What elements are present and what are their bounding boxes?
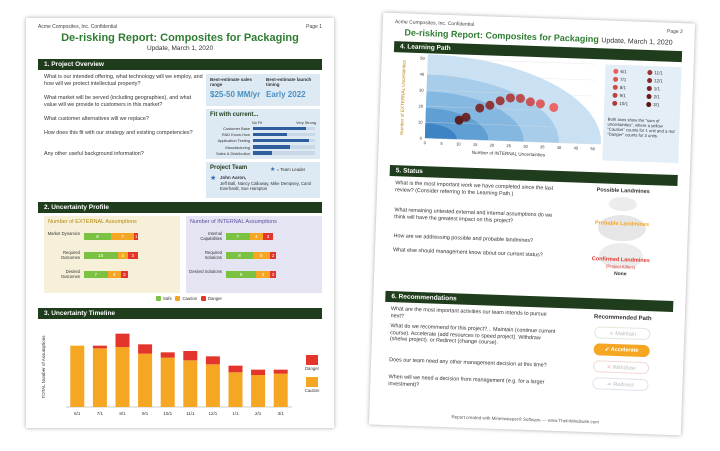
date-legend-dot [612, 93, 617, 98]
path-option-withdraw[interactable]: ✕ Withdraw [593, 360, 649, 374]
y-axis-label: TOTAL Number of Assumptions [41, 335, 46, 399]
assumption-segment-safe: 7 [226, 233, 250, 240]
bar-caution [206, 364, 220, 407]
date-legend-dot [646, 102, 651, 107]
profile-legend [156, 296, 256, 301]
x-tick-label: 6/1 [74, 411, 81, 416]
assumption-segment-caution: 5 [253, 252, 270, 259]
landmines-panel [570, 183, 674, 296]
date-legend-label: 3/1 [653, 102, 660, 108]
bar-danger [115, 334, 129, 347]
section-learning-path: 4. Learning Path [394, 41, 682, 62]
team-title: Project Team [210, 165, 248, 171]
x-tick-label: 45 [573, 145, 579, 151]
date-legend-label: 2/1 [653, 94, 660, 100]
date-legend-dot [613, 85, 618, 90]
confirmed-landmines-count: None [613, 270, 627, 278]
date-legend-item [647, 86, 660, 92]
bar-caution [228, 372, 242, 407]
legend-swatch [306, 377, 318, 387]
x-tick-label: 40 [556, 144, 562, 150]
overview-question: How does this fit with our strategy and existing competencies? [44, 130, 193, 136]
page-number: Page 1 [306, 24, 322, 30]
assumption-segment-caution: 4 [250, 233, 263, 240]
legend-label: Danger [304, 366, 320, 371]
status-question: What is the most important work we have completed since the last review? (Consider referring to the Learning Path.) [395, 180, 554, 197]
fit-bar-fill [253, 145, 290, 149]
assumption-row-label: Internal Capabilities [200, 231, 222, 241]
legend-safe: Safe [156, 296, 172, 301]
x-tick-label: 1/1 [232, 411, 239, 416]
assumption-segment-caution: 4 [256, 271, 269, 278]
date-legend-item [646, 102, 659, 108]
date-legend-dot [612, 101, 617, 106]
external-assumptions-panel [44, 216, 180, 293]
close-icon: ✕ [606, 364, 613, 371]
bar-caution [274, 374, 288, 407]
fit-bar-fill [253, 127, 306, 131]
date-legend-dot [613, 77, 618, 82]
fit-item-label: Manufacturing [225, 144, 250, 150]
section-project-overview: 1. Project Overview [38, 59, 322, 70]
assumption-row-label: Desired Outcomes [60, 269, 80, 279]
learning-path-note: Both axes show the "sum of uncertainties", where a yellow "Caution" counts for 1 unit and a red "Danger" counts for 3 units. [607, 116, 675, 139]
assumption-segment-caution: 7 [111, 233, 135, 240]
date-legend-label: 1/1 [653, 86, 661, 92]
date-legend-dot [647, 70, 652, 75]
fit-item-label: Application Testing [217, 138, 250, 144]
fit-no-fit-label: No Fit [252, 121, 263, 125]
bar-caution [183, 360, 197, 407]
assumption-segment-danger: 3 [128, 252, 138, 259]
date-legend [606, 64, 682, 108]
star-icon: ★ [270, 167, 276, 173]
team-panel [206, 162, 320, 198]
arrow-icon: ◄ [608, 330, 616, 337]
date-legend-item [613, 77, 626, 83]
status-question: What else should management know about our current status? [392, 247, 543, 259]
bar-caution [93, 348, 107, 407]
date-legend-label: 6/1 [620, 68, 627, 75]
x-tick-label: 10 [456, 141, 461, 147]
mine-icon [597, 214, 646, 242]
section-recommendations: 6. Recommendations [385, 291, 673, 312]
x-tick-label: 11/1 [186, 411, 195, 416]
y-tick-label: 50 [420, 55, 425, 61]
report-page-1 [26, 18, 334, 428]
bar-danger [138, 344, 152, 353]
date-legend-item [647, 70, 663, 76]
path-option-accelerate[interactable]: ➹ Accelerate [593, 343, 649, 357]
fit-bar-fill [253, 133, 287, 137]
fit-item-label: Customer Base [223, 126, 250, 131]
bar-danger [274, 370, 288, 374]
uncertainty-timeline-chart [38, 321, 328, 426]
report-page-2 [369, 13, 695, 436]
date-legend-label: 9/1 [619, 92, 626, 99]
launch-estimate-value: Early 2022 [266, 90, 306, 99]
assumption-segment-safe: 7 [84, 271, 108, 278]
recommendation-question: What are the most important activities our team intends to pursue next? [390, 306, 547, 320]
fit-bar-fill [253, 139, 309, 143]
bar-danger [93, 346, 107, 349]
assumption-segment-safe: 8 [226, 252, 253, 259]
x-tick-label: 15 [472, 141, 478, 148]
recommendation-question: When will we need a decision from management (e.g. for a larger investment)? [388, 374, 545, 388]
x-tick-label: 3/1 [277, 411, 284, 416]
legend-caution: Caution [175, 296, 197, 301]
x-tick-label: 10/1 [163, 411, 173, 416]
fit-item-label: Sales & Distribution [216, 150, 250, 156]
recommendation-question: What do we recommend for this project?... Maintain (continue current course). Accelerate (add resources to speed project). Withdraw (shelve project). or Redirect (change course). [389, 323, 556, 347]
x-tick-label: 9/1 [141, 411, 149, 416]
team-leader-name: John Aaron, [220, 175, 247, 180]
overview-question: What market will be served (including geographies), and what value will we provide to customers in this market? [44, 95, 192, 108]
section-uncertainty-profile: 2. Uncertainty Profile [38, 202, 322, 213]
assumption-row-label: Market Dynamics [47, 231, 80, 236]
y-tick-label: 30 [419, 87, 424, 93]
assumption-segment-safe: 9 [226, 271, 256, 278]
date-legend-dot [646, 94, 651, 99]
status-question: What remaining untested external and internal assumptions do we think will have the greatest impact on this project? [394, 207, 553, 224]
date-legend-label: 11/1 [654, 70, 663, 76]
date-legend-item [612, 101, 628, 107]
x-tick-label: 12/1 [208, 411, 218, 416]
date-legend-label: 12/1 [653, 78, 663, 84]
y-axis-label: Number of EXTERNAL Uncertainties [399, 59, 407, 135]
date-legend-item [646, 94, 659, 100]
fit-panel [206, 109, 320, 159]
bar-caution [251, 375, 265, 407]
fit-item-label: R&D Know-How [221, 132, 250, 138]
date-legend-label: 10/1 [619, 100, 629, 107]
sales-estimate-value: $25-50 MM/yr [210, 90, 261, 99]
assumption-segment-danger: 1 [134, 234, 138, 239]
bar-danger [183, 351, 197, 360]
assumption-segment-caution: 3 [118, 252, 128, 259]
x-tick-label: 5 [440, 140, 443, 146]
date-legend-item [612, 93, 625, 99]
date-legend-dot [647, 78, 652, 83]
date-legend-dot [613, 69, 618, 74]
fit-title: Fit with current... [210, 112, 259, 118]
fit-bar-fill [253, 151, 272, 155]
assumption-row-label: Required Outcomes [60, 250, 80, 260]
date-legend-label: 7/1 [620, 76, 627, 83]
assumption-segment-danger: 2 [270, 252, 277, 259]
confidential-label: Acme Composites, Inc. Confidential [394, 19, 475, 28]
report-update-date: Update, March 1, 2020 [146, 45, 214, 52]
bar-caution [115, 347, 129, 407]
legend-label: Caution [304, 388, 320, 393]
bar-caution [161, 358, 175, 407]
assumption-segment-safe: 10 [84, 252, 118, 259]
confidential-label: Acme Composites, Inc. Confidential [38, 24, 118, 30]
confirmed-landmines-label: Confirmed Landmines [591, 256, 650, 265]
bar-danger [206, 356, 220, 364]
overview-question: What customer alternatives will we replace? [44, 116, 149, 122]
y-tick-label: 20 [418, 103, 424, 109]
x-tick-label: 35 [539, 144, 545, 150]
assumption-segment-safe: 8 [84, 233, 111, 240]
internal-assumptions-title: Number of INTERNAL Assumptions [190, 219, 277, 225]
x-tick-label: 20 [489, 142, 495, 148]
y-tick-label: 40 [419, 71, 425, 77]
date-legend-item [613, 69, 626, 75]
recommended-path-title: Recommended Path [593, 314, 652, 323]
x-axis-label: Number of INTERNAL Uncertainties [471, 149, 546, 158]
report-title: De-risking Report: Composites for Packaging Update, March 1, 2020 [404, 27, 673, 47]
legend-swatch [306, 355, 318, 365]
assumption-segment-danger: 3 [263, 233, 273, 240]
report-title: De-risking Report: Composites for Packaging [61, 32, 299, 44]
internal-assumptions-panel [186, 216, 322, 293]
bar-caution [138, 354, 152, 407]
y-tick-label: 10 [417, 119, 423, 125]
date-legend-label: 8/1 [619, 84, 627, 91]
section-uncertainty-timeline: 3. Uncertainty Timeline [38, 308, 322, 319]
bar-caution [70, 346, 84, 407]
legend-danger: Danger [201, 296, 222, 301]
star-icon: ★ [210, 175, 217, 182]
recommendation-question: Does our team need any other management decision at this time? [389, 357, 547, 369]
x-tick-label: 8/1 [119, 411, 126, 416]
fit-very-strong-label: Very Strong [296, 121, 316, 125]
learning-legend-panel [602, 64, 681, 163]
bar-danger [228, 366, 242, 373]
x-tick-label: 25 [506, 143, 512, 149]
overview-question: What is our intended offering, what technology will we employ, and how will we protect intellectual property? [44, 74, 203, 87]
team-members: Jeff Ball, Nancy Calloway, Mike Dempsey, Carol Everhardt, Sue Hampton [220, 181, 312, 191]
bar-danger [161, 352, 175, 357]
probable-landmines-label: Probable Landmines [594, 220, 650, 229]
x-tick-label: 7/1 [96, 411, 104, 416]
date-legend-item [613, 85, 626, 91]
bar-danger [251, 370, 265, 375]
redirect-icon: ➦ [607, 381, 614, 388]
date-legend-item [647, 78, 663, 84]
assumption-row-label: Desired Solutions [189, 269, 222, 274]
x-tick-label: 30 [523, 143, 528, 149]
x-tick-label: 50 [590, 145, 595, 152]
path-option-redirect[interactable]: ➦ Redirect [592, 377, 648, 391]
assumption-segment-caution: 4 [108, 271, 121, 278]
overview-question: Any other useful background information? [44, 151, 144, 157]
page-number: Page 2 [666, 28, 683, 36]
mine-icon [609, 197, 637, 212]
x-tick-label: 2/1 [254, 411, 262, 416]
path-option-maintain[interactable]: ◄ Maintain [594, 326, 650, 340]
assumption-row-label: Required Solutions [204, 250, 222, 260]
estimates-panel [206, 74, 320, 106]
report-footer: Report created with Minesweeper® Software — www.TheInMindsuite.com [451, 414, 600, 425]
rocket-icon: ➹ [604, 346, 611, 353]
launch-estimate-label: Best-estimate launch timing [266, 77, 312, 87]
status-question: How are we addressing possible and probable landmines? [393, 233, 534, 245]
x-tick-label: 0 [423, 140, 426, 146]
external-assumptions-title: Number of EXTERNAL Assumptions [48, 219, 137, 225]
team-leader-legend: ★ = Team Leader [270, 167, 306, 173]
learning-path-chart [390, 53, 604, 164]
project-killers-label: (Project Killers) [605, 263, 636, 270]
assumption-segment-danger: 2 [270, 271, 277, 278]
sales-estimate-label: Best-estimate sales range [210, 77, 253, 87]
assumption-segment-danger: 2 [121, 271, 128, 278]
y-tick-label: 0 [419, 135, 423, 141]
section-status: 5. Status [390, 165, 678, 186]
date-legend-dot [647, 86, 652, 91]
possible-landmines-label: Possible Landmines [596, 187, 650, 196]
